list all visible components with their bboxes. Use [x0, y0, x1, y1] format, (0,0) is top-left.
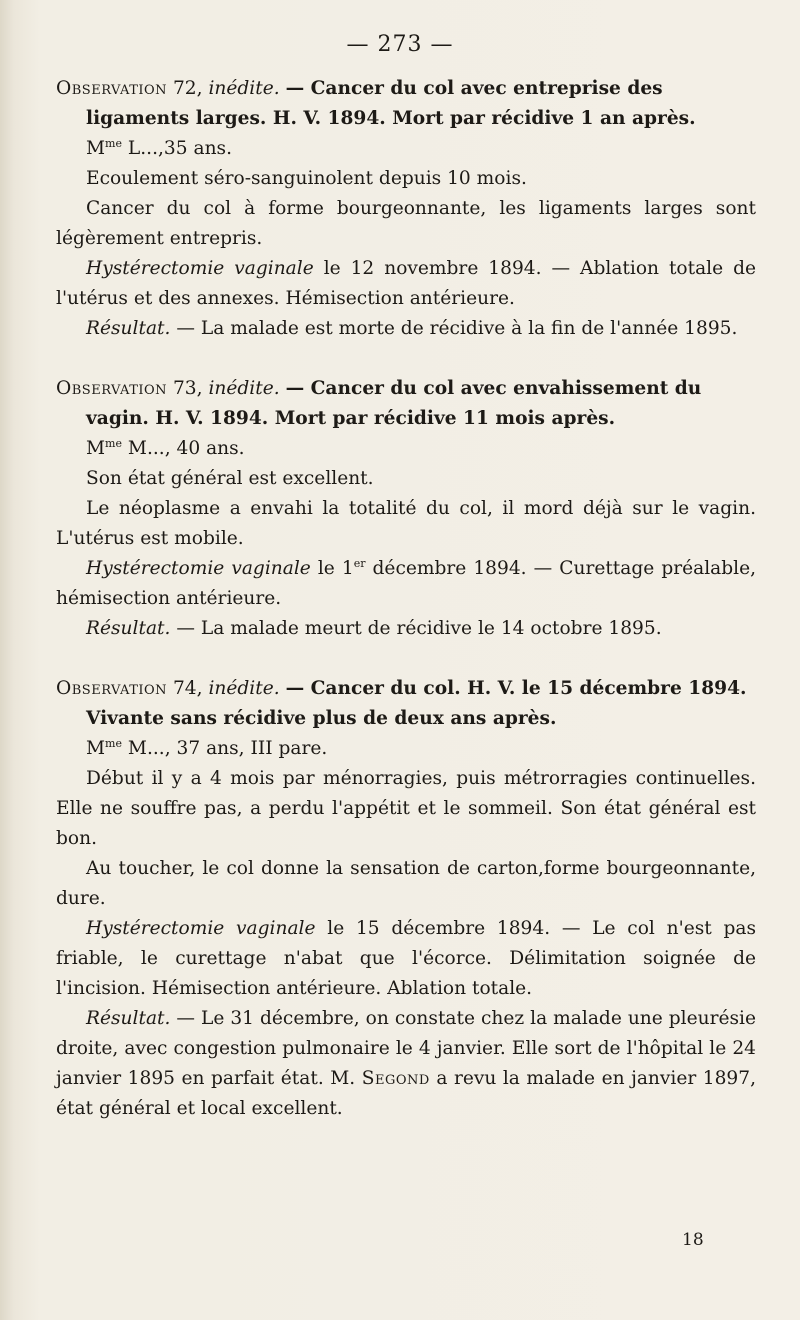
observation-73: [56, 374, 756, 644]
operation-paragraph: Hystérectomie vaginale le 1er décembre 1894. — Curettage préalable, hémisection antérieure.: [56, 556, 756, 609]
observation-72: [56, 74, 756, 344]
patient-line: $M^{me}$ M..., 40 ans.: [86, 436, 245, 459]
observation-74: [56, 674, 756, 1124]
signature-mark: 18: [682, 1230, 704, 1250]
paragraph: Au toucher, le col donne la sensation de carton,forme bourgeonnante, dure.: [56, 858, 756, 909]
observation-heading: Observation 74, inédite. — Cancer du col. H. V. le 15 décembre 1894. Vivante sans récidive plus de deux ans après.: [56, 678, 747, 729]
observation-title: — Cancer du col avec envahissement du vagin. H. V. 1894. Mort par récidive 11 mois après.: [86, 378, 702, 429]
page-number: — 273 —: [346, 32, 454, 57]
paragraph: Cancer du col à forme bourgeonnante, les ligaments larges sont légèrement entrepris.: [56, 198, 756, 249]
result-paragraph: Résultat. — Le 31 décembre, on constate chez la malade une pleurésie droite, avec congestion pulmonaire le 4 janvier. Elle sort de l'hôpital le 24 janvier 1895 en parfait état. M. Segond a revu la malade en janvier 1897, état général et local excellent.: [56, 1008, 756, 1119]
paragraph: Ecoulement séro-sanguinolent depuis 10 mois.: [86, 168, 527, 189]
paragraph: Le néoplasme a envahi la totalité du col, il mord déjà sur le vagin. L'utérus est mobile.: [56, 498, 756, 549]
patient-line: $M^{me}$ L...,35 ans.: [86, 136, 232, 159]
operation-paragraph: Hystérectomie vaginale le 15 décembre 1894. — Le col n'est pas friable, le curettage n'abat que l'écorce. Délimitation soignée de l'incision. Hémisection antérieure. Ablation totale.: [56, 918, 756, 999]
observation-title: — Cancer du col avec entreprise des ligaments larges. H. V. 1894. Mort par récidive 1 an après.: [86, 78, 696, 129]
paragraph: Son état général est excellent.: [86, 468, 374, 489]
observation-heading: Observation 73, inédite. — Cancer du col avec envahissement du vagin. H. V. 1894. Mort par récidive 11 mois après.: [56, 378, 702, 429]
observation-title: — Cancer du col. H. V. le 15 décembre 1894. Vivante sans récidive plus de deux ans après.: [86, 678, 747, 729]
result-paragraph: Résultat. — La malade meurt de récidive le 14 octobre 1895.: [86, 618, 662, 639]
operation-paragraph: Hystérectomie vaginale le 12 novembre 1894. — Ablation totale de l'utérus et des annexes. Hémisection antérieure.: [56, 258, 756, 309]
patient-line: $M^{me}$ M..., 37 ans, III pare.: [86, 736, 328, 759]
document-body: [56, 74, 756, 1124]
result-paragraph: Résultat. — La malade est morte de récidive à la fin de l'année 1895.: [86, 318, 738, 339]
paragraph: Début il y a 4 mois par ménorragies, puis métrorragies continuelles. Elle ne souffre pas, a perdu l'appétit et le sommeil. Son état général est bon.: [56, 768, 756, 849]
observation-heading: Observation 72, inédite. — Cancer du col avec entreprise des ligaments larges. H. V. 1894. Mort par récidive 1 an après.: [56, 78, 696, 129]
